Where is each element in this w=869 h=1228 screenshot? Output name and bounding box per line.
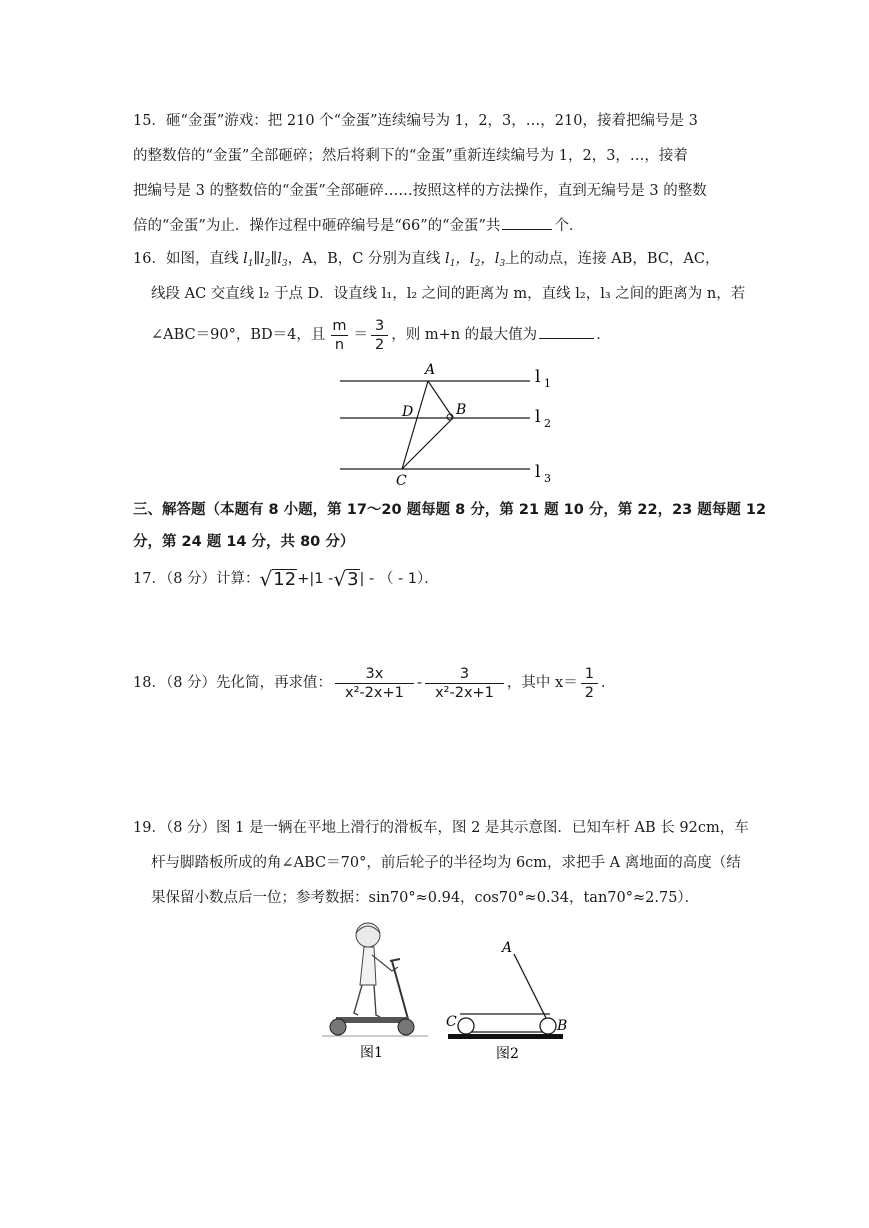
segment-ab <box>428 381 453 418</box>
q16-line-3-end: ． <box>596 327 611 343</box>
q17-suffix: | - （ - 1）． <box>359 571 439 587</box>
fig2-label-a: A <box>502 940 513 956</box>
section-3-heading-line-2: 分，第 24 题 14 分，共 80 分） <box>133 534 355 550</box>
label-a: A <box>425 362 436 378</box>
q16-frac2-den: 2 <box>371 335 388 354</box>
label-b: B <box>456 402 467 418</box>
q17-sqrt-3: √ 3 <box>333 567 359 591</box>
q16-parallel-lines: $l_1\parallel l_2\parallel l_3$ <box>243 251 288 269</box>
q18-fraction-2 <box>425 665 504 702</box>
q18-end: ． <box>600 675 616 691</box>
q15-line-1: 15．砸“金蛋”游戏：把 210 个“金蛋”连续编号为 1，2，3，…，210，接着把编号是 3 <box>133 113 698 129</box>
q19-figure-2-schematic <box>440 930 570 1065</box>
q15-line-4-text: 倍的“金蛋”为止．操作过程中砸碎编号是“66”的“金蛋”共 <box>133 218 501 234</box>
fig2-wheel-c <box>458 1018 474 1034</box>
q16-line-1-b: ，A，B，C 分别为直线 <box>287 251 441 267</box>
q17-radicand-12: 12 <box>273 569 297 590</box>
q16-line-3-b: ，则 m+n 的最大值为 <box>391 327 538 343</box>
fig2-label-b: B <box>557 1018 568 1034</box>
fig2-wheel-b <box>540 1018 556 1034</box>
q17-prefix: 17．（8 分）计算： <box>133 571 260 587</box>
fig2-rod-ab <box>514 954 550 1026</box>
q16-line-3 <box>151 312 611 358</box>
q16-frac1-num: m <box>332 317 347 334</box>
q16-fraction-3-2 <box>371 317 388 354</box>
q16-equals: ＝ <box>353 327 368 343</box>
q19-figure-1-scooter-photo <box>320 915 430 1065</box>
q18-minus: - <box>416 675 423 691</box>
q19-line-1: 19．（8 分）图 1 是一辆在平地上滑行的滑板车，图 2 是其示意图．已知车杆 AB 长 92cm，车 <box>133 820 749 836</box>
q16-answer-blank[interactable] <box>539 324 594 339</box>
label-l1-sub: 1 <box>544 377 551 390</box>
q18-line <box>133 660 615 706</box>
q16-lines-list: $l_1$，$l_2$，$l_3$ <box>445 251 506 269</box>
q16-line-3-a: ∠ABC＝90°，BD＝4，且 <box>151 327 326 343</box>
q18-fraction-x <box>581 665 598 702</box>
label-l2: l <box>535 407 541 427</box>
q15-line-2: 的整数倍的“金蛋”全部砸碎；然后将剩下的“金蛋”重新连续编号为 1，2，3，…，接着 <box>133 148 688 164</box>
label-l2-sub: 2 <box>544 417 551 430</box>
label-l3: l <box>535 462 541 482</box>
q16-figure <box>330 360 570 490</box>
q16-line-1 <box>133 249 720 274</box>
label-c: C <box>396 473 407 489</box>
q16-line-1-a: 16．如图，直线 <box>133 251 239 267</box>
q18-frac1-num: 3x <box>365 665 384 682</box>
q19-line-3: 果保留小数点后一位；参考数据：sin70°≈0.94，cos70°≈0.34，tan70°≈2.75）． <box>151 890 700 906</box>
section-3-heading-line-1: 三、解答题（本题有 8 小题，第 17～20 题每题 8 分，第 21 题 10 分，第 22，23 题每题 12 <box>133 502 767 518</box>
fig-2-caption: 图2 <box>496 1046 519 1062</box>
q18-prefix: 18．（8 分）先化简，再求值： <box>133 675 333 691</box>
q18-frac2-den: x²-2x+1 <box>425 683 504 702</box>
q18-mid: ，其中 x＝ <box>506 675 578 691</box>
q17-plus: +|1 - <box>297 571 334 587</box>
q15-answer-blank[interactable] <box>502 215 552 230</box>
q16-line-1-c: 上的动点，连接 AB，BC，AC， <box>505 251 720 267</box>
label-d: D <box>402 404 414 420</box>
q17-radicand-3: 3 <box>347 569 359 590</box>
q17-sqrt-12: √ 12 <box>259 567 297 591</box>
fig-1-caption: 图1 <box>360 1045 383 1061</box>
label-l1: l <box>535 367 541 387</box>
fig2-ground <box>448 1034 563 1039</box>
q18-fraction-1 <box>335 665 414 702</box>
q16-line-2: 线段 AC 交直线 l₂ 于点 D．设直线 l₁，l₂ 之间的距离为 m，直线 l₂，l₃ 之间的距离为 n，若 <box>151 286 746 302</box>
q16-frac1-den: n <box>331 335 348 354</box>
fig2-label-c: C <box>446 1014 457 1030</box>
q15-line-4 <box>133 215 583 236</box>
q15-line-4-end: 个． <box>554 218 584 234</box>
q16-fraction-m-n <box>328 317 350 354</box>
q15-line-3: 把编号是 3 的整数倍的“金蛋”全部砸碎……按照这样的方法操作，直到无编号是 3 的整数 <box>133 183 707 199</box>
q18-frac3-den: 2 <box>581 683 598 702</box>
q16-frac2-num: 3 <box>374 317 385 334</box>
q17-line <box>133 566 439 592</box>
q19-line-2: 杆与脚踏板所成的角∠ABC＝70°，前后轮子的半径均为 6cm，求把手 A 离地面的高度（结 <box>151 855 741 871</box>
q18-frac1-den: x²-2x+1 <box>335 683 414 702</box>
q18-frac3-num: 1 <box>584 665 594 682</box>
label-l3-sub: 3 <box>544 472 551 485</box>
q18-frac2-num: 3 <box>459 665 470 682</box>
